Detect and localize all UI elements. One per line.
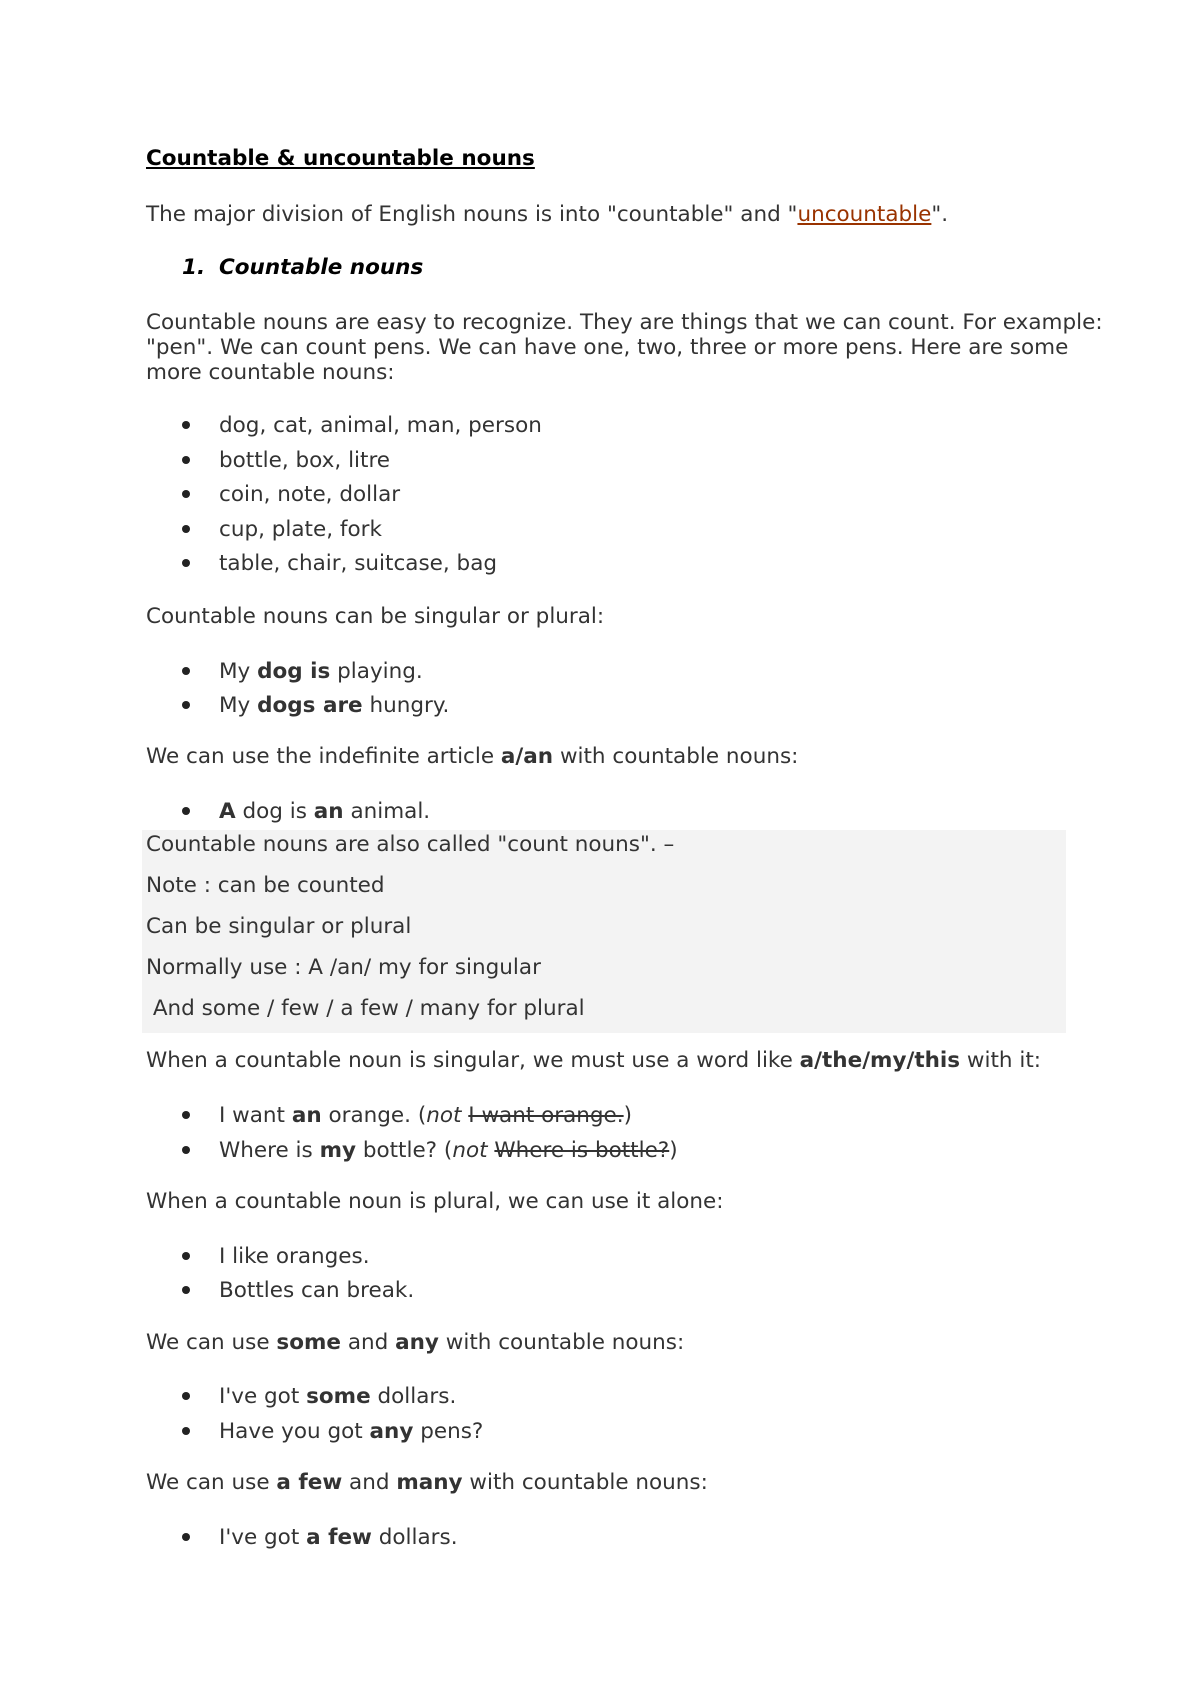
list-item (219, 1103, 632, 1128)
list-item (219, 659, 423, 684)
bold-text: a few (306, 1525, 372, 1550)
bold-text: any (395, 1330, 439, 1355)
countable-paragraph-line-1: Countable nouns are easy to recognize. They are things that we can count. For example: (146, 310, 1103, 335)
bold-text: some (306, 1384, 371, 1409)
list-item: Bottles can break. (219, 1278, 415, 1303)
note-line: Countable nouns are also called "count nouns". – (146, 832, 675, 857)
bold-text: a few (276, 1470, 343, 1495)
text: and (340, 1330, 396, 1355)
text: playing. (330, 659, 423, 684)
text: with countable nouns: (553, 744, 799, 769)
plural-rule-intro: When a countable noun is plural, we can use it alone: (146, 1189, 724, 1214)
strikethrough-text: I want orange. (468, 1103, 624, 1128)
bullet-icon (182, 525, 190, 533)
bullet-icon (182, 807, 190, 815)
section-heading-text: Countable nouns (219, 255, 424, 280)
text: ) (669, 1138, 678, 1163)
text: with it: (960, 1048, 1042, 1073)
text: I've got (219, 1525, 307, 1550)
bold-text: dog is (257, 659, 331, 684)
note-line: Normally use : A /an/ my for singular (146, 955, 541, 980)
text: My (219, 693, 258, 718)
few-many-intro (146, 1470, 708, 1495)
text: dollars. (370, 1384, 457, 1409)
bold-text: an (313, 799, 344, 824)
bullet-icon (182, 1392, 190, 1400)
list-item (219, 1384, 456, 1409)
text: bottle? ( (355, 1138, 453, 1163)
text: We can use (146, 1330, 277, 1355)
list-item (219, 1525, 458, 1550)
text: orange. ( (321, 1103, 427, 1128)
bold-text: A (219, 799, 236, 824)
list-item: dog, cat, animal, man, person (219, 413, 542, 438)
list-item: bottle, box, litre (219, 448, 391, 473)
singular-plural-intro: Countable nouns can be singular or plural: (146, 604, 605, 629)
uncountable-link[interactable]: uncountable (797, 202, 932, 227)
bullet-icon (182, 456, 190, 464)
section-number: 1. (182, 255, 206, 280)
list-item: cup, plate, fork (219, 517, 382, 542)
note-line: And some / few / a few / many for plural (146, 996, 585, 1021)
intro-text-end: ". (931, 202, 949, 227)
list-item: coin, note, dollar (219, 482, 401, 507)
bold-text: my (319, 1138, 356, 1163)
text: Where is (219, 1138, 320, 1163)
list-item (219, 693, 449, 718)
text: Have you got (219, 1419, 370, 1444)
bullet-icon (182, 1111, 190, 1119)
text: When a countable noun is singular, we must use a word like (146, 1048, 800, 1073)
text: I've got (219, 1384, 307, 1409)
text: My (219, 659, 258, 684)
bullet-icon (182, 1533, 190, 1541)
list-item: I like oranges. (219, 1244, 370, 1269)
indefinite-intro (146, 744, 798, 769)
bullet-icon (182, 559, 190, 567)
bold-text: some (276, 1330, 341, 1355)
text: animal. (343, 799, 431, 824)
strikethrough-text: Where is bottle? (494, 1138, 670, 1163)
intro-paragraph (146, 202, 948, 227)
text: ) (623, 1103, 633, 1128)
bullet-icon (182, 1427, 190, 1435)
list-item: table, chair, suitcase, bag (219, 551, 498, 576)
bullet-icon (182, 701, 190, 709)
bold-text: any (369, 1419, 414, 1444)
note-line: Note : can be counted (146, 873, 385, 898)
some-any-intro (146, 1330, 684, 1355)
text: and (342, 1470, 397, 1495)
bold-text: dogs are (257, 693, 363, 718)
bold-text: many (396, 1470, 463, 1495)
text: dollars. (371, 1525, 458, 1550)
bullet-icon (182, 490, 190, 498)
countable-paragraph-line-2: "pen". We can count pens. We can have one, two, three or more pens. Here are some (146, 335, 1069, 360)
text: We can use (146, 1470, 277, 1495)
text: pens? (413, 1419, 484, 1444)
intro-text: The major division of English nouns is into "countable" and " (146, 202, 798, 227)
text: We can use the indefinite article (146, 744, 501, 769)
text: with countable nouns: (438, 1330, 685, 1355)
list-item (219, 1138, 678, 1163)
bullet-icon (182, 421, 190, 429)
italic-text: not (426, 1103, 462, 1128)
text: hungry. (362, 693, 450, 718)
list-item (219, 799, 430, 824)
text: I want (219, 1103, 292, 1128)
bullet-icon (182, 667, 190, 675)
bold-text: a/an (500, 744, 554, 769)
bold-text: a/the/my/this (799, 1048, 961, 1073)
bullet-icon (182, 1146, 190, 1154)
section-heading-countable (182, 255, 423, 280)
bullet-icon (182, 1286, 190, 1294)
singular-rule-intro (146, 1048, 1041, 1073)
italic-text: not (452, 1138, 488, 1163)
bullet-icon (182, 1252, 190, 1260)
note-line: Can be singular or plural (146, 914, 412, 939)
countable-paragraph-line-3: more countable nouns: (146, 360, 395, 385)
list-item (219, 1419, 483, 1444)
text: with countable nouns: (462, 1470, 708, 1495)
page-title: Countable & uncountable nouns (146, 146, 535, 171)
text: dog is (235, 799, 314, 824)
bold-text: an (291, 1103, 322, 1128)
